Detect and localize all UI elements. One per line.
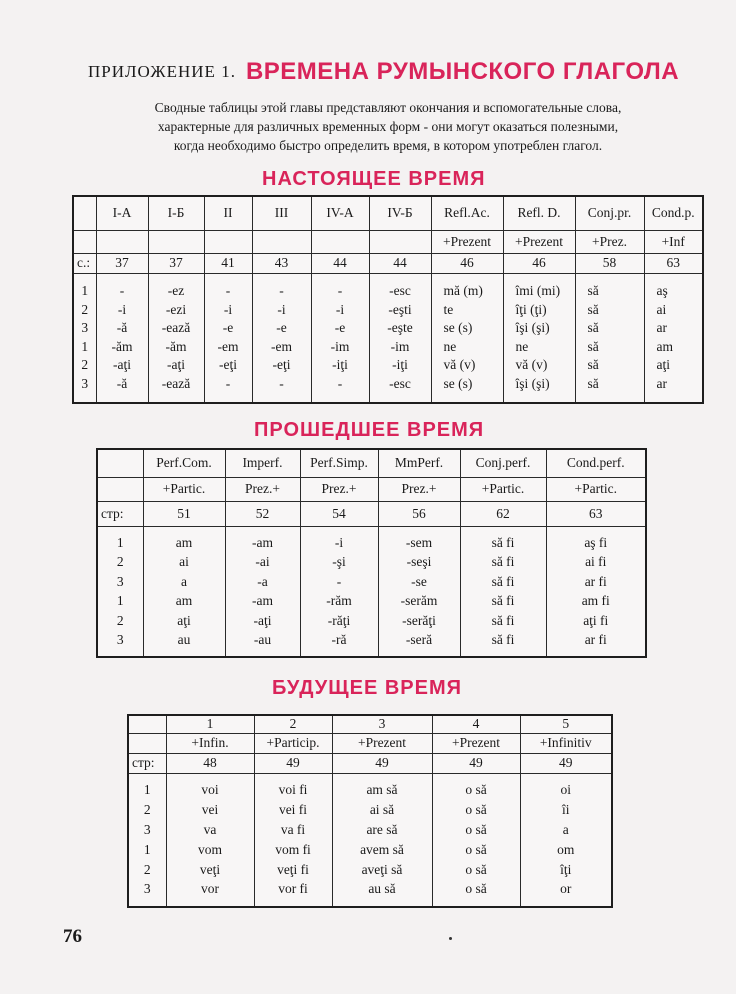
table-cell-value: 3 (81, 375, 89, 391)
table-cell-value: -iţi (392, 357, 408, 373)
page-title: ВРЕМЕНА РУМЫНСКОГО ГЛАГОЛА (245, 58, 680, 85)
column-header: 3 (332, 715, 432, 733)
table-cell-value: 1 (116, 534, 124, 550)
table-cell-value: -i (117, 301, 127, 317)
column-subheader: +Particip. (254, 733, 332, 753)
page-ref: 56 (378, 501, 460, 526)
column-subheader: +Prezent (503, 230, 575, 253)
table-cell-value: -ră (331, 632, 347, 648)
table-cell-value: să fi (491, 534, 515, 550)
ending-column (431, 273, 503, 403)
column-header: 1 (166, 715, 254, 733)
column-subheader (369, 230, 431, 253)
table-cell-value: ar (656, 375, 667, 391)
column-header: Cond.p. (644, 196, 703, 230)
table-cell-value: îmi (mi) (515, 282, 561, 298)
table-cell-value: -i (334, 534, 344, 550)
table-cell-value: -ăm (165, 338, 187, 354)
table-cell-value: avem să (360, 841, 404, 857)
table-cell-value: 3 (116, 632, 124, 648)
table-cell-value: o să (465, 782, 487, 798)
ending-column (254, 773, 332, 907)
column-subheader: +Prezent (431, 230, 503, 253)
ending-column (204, 273, 252, 403)
table-cell-value: 2 (116, 554, 124, 570)
page-ref: 37 (148, 253, 204, 273)
page-ref: 43 (252, 253, 311, 273)
ending-column (225, 526, 300, 657)
present-table (72, 195, 704, 404)
table-cell-value: -am (252, 593, 273, 609)
column-header: MmPerf. (378, 449, 460, 477)
column-subheader (252, 230, 311, 253)
page-ref-label: стр: (97, 501, 143, 526)
future-table (127, 714, 613, 908)
table-cell-value: -i (277, 301, 286, 317)
table-cell-value: - (225, 282, 231, 298)
column-header: Conj.perf. (460, 449, 546, 477)
table-cell-value: 1 (143, 782, 151, 798)
table-cell-value: -ează (161, 375, 191, 391)
ending-column (520, 773, 612, 907)
table-cell-value: îţi (ţi) (515, 301, 547, 317)
table-cell-value: mă (m) (443, 282, 483, 298)
column-header: Refl.Ac. (431, 196, 503, 230)
intro-line: Сводные таблицы этой главы представляют окончания и вспомогательные слова, (154, 100, 622, 115)
table-cell-value: să (587, 282, 599, 298)
table-cell-value: 2 (81, 301, 89, 317)
ending-column (460, 526, 546, 657)
table-cell-value: 1 (81, 338, 89, 354)
past-heading: ПРОШЕДШЕЕ ВРЕМЯ (254, 419, 485, 441)
table-cell-value: -aţi (113, 357, 131, 373)
page-number: 76 (63, 926, 82, 947)
table-cell-value: ne (515, 338, 529, 354)
table-cell-value: vă (v) (515, 357, 548, 373)
column-subheader: +Partic. (546, 477, 646, 501)
column-subheader (96, 230, 148, 253)
table-cell-value: veţi fi (277, 861, 309, 877)
table-cell-value: -i (223, 301, 233, 317)
column-subheader: Prez.+ (225, 477, 300, 501)
page-ref: 37 (96, 253, 148, 273)
column-header: Refl. D. (503, 196, 575, 230)
table-cell-value: or (560, 881, 572, 897)
table-cell-value: - (225, 375, 231, 391)
table-cell-value: îţi (560, 861, 572, 877)
page-ref: 58 (575, 253, 644, 273)
page-ref: 49 (520, 753, 612, 773)
table-cell-value: -iţi (332, 357, 348, 373)
table-cell-value: -a (257, 573, 268, 589)
column-header: Perf.Simp. (300, 449, 378, 477)
table-cell-value: a (181, 573, 187, 589)
table-cell-value: să fi (491, 632, 515, 648)
table-cell-value: 1 (143, 841, 151, 857)
table-cell-value: vor fi (278, 881, 308, 897)
table-cell-value: - (337, 282, 343, 298)
table-cell-value: - (279, 375, 284, 391)
table-cell-value: ne (443, 338, 457, 354)
past-table (96, 448, 647, 658)
table-cell-value: -ează (161, 320, 191, 336)
future-heading: БУДУЩЕЕ ВРЕМЯ (272, 677, 463, 699)
table-cell-value: -e (276, 320, 287, 336)
table-cell-value: 2 (143, 802, 151, 818)
table-cell-value: vom fi (275, 841, 311, 857)
column-header: Perf.Com. (143, 449, 225, 477)
page-ref: 63 (546, 501, 646, 526)
table-cell-value: au (177, 632, 191, 648)
table-cell-value: -ăm (111, 338, 133, 354)
table-cell-value: să fi (491, 554, 515, 570)
table-cell-value: ai să (369, 802, 395, 818)
table-cell-value: 2 (143, 861, 151, 877)
table-cell-value: -ă (116, 375, 128, 391)
ending-column (252, 273, 311, 403)
table-cell-value: 1 (81, 282, 89, 298)
page-ref-label: с.: (73, 253, 96, 273)
table-cell-value: să (587, 357, 599, 373)
column-header: 2 (254, 715, 332, 733)
page-ref: 51 (143, 501, 225, 526)
table-cell-value: om (557, 841, 575, 857)
table-cell-value: veţi (199, 861, 221, 877)
page-ref: 44 (369, 253, 431, 273)
page-ref: 48 (166, 753, 254, 773)
column-subheader: Prez.+ (300, 477, 378, 501)
intro-line: когда необходимо быстро определить время, в котором употреблен глагол. (173, 138, 603, 153)
ending-column (143, 526, 225, 657)
column-subheader: +Inf (644, 230, 703, 253)
page-ref: 49 (254, 753, 332, 773)
table-cell-value: -eşti (388, 301, 412, 317)
table-cell-value: vom (197, 841, 222, 857)
appendix-label: ПРИЛОЖЕНИЕ 1. (88, 62, 236, 81)
table-cell-value: am fi (581, 593, 610, 609)
table-cell-value: vei fi (278, 802, 308, 818)
page-ref: 62 (460, 501, 546, 526)
page-ref: 54 (300, 501, 378, 526)
page-ref: 44 (311, 253, 369, 273)
ending-column (311, 273, 369, 403)
table-cell-value: -serăţi (402, 612, 436, 628)
table-cell-value: să fi (491, 593, 515, 609)
table-cell-value: o să (465, 881, 487, 897)
table-cell-value: o să (465, 841, 487, 857)
table-cell-value: ai (179, 554, 189, 570)
table-cell-value: - (336, 573, 342, 589)
table-cell-value: -im (390, 338, 410, 354)
page-ref: 41 (204, 253, 252, 273)
table-cell-value: -serăm (400, 593, 438, 609)
table-cell-value: voi (201, 782, 219, 798)
table-cell-value: să (587, 375, 599, 391)
table-cell-value: au să (368, 881, 396, 897)
table-cell-value: -ă (116, 320, 128, 336)
ending-column (546, 526, 646, 657)
table-cell-value: te (443, 301, 454, 317)
table-cell-value: 3 (143, 881, 151, 897)
table-cell-value: -au (253, 632, 272, 648)
table-cell-value: să (587, 338, 599, 354)
table-cell-value: 2 (116, 612, 124, 628)
table-cell-value: ar (656, 320, 667, 336)
table-cell-value: să fi (491, 612, 515, 628)
table-cell-value: -e (334, 320, 346, 336)
column-header: Conj.pr. (575, 196, 644, 230)
table-cell-value: -ez (167, 282, 185, 298)
table-cell-value: -şi (332, 554, 346, 570)
intro-paragraph (70, 98, 706, 155)
ending-column (575, 273, 644, 403)
ending-column (369, 273, 431, 403)
table-cell-value: -esc (389, 375, 411, 391)
column-header: I-A (96, 196, 148, 230)
table-cell-value: ar fi (584, 573, 607, 589)
table-cell-value: aş (656, 282, 668, 298)
table-cell-value: -ezi (165, 301, 187, 317)
table-cell-value: îi (561, 802, 570, 818)
table-cell-value: o să (465, 802, 487, 818)
table-cell-value: -ai (255, 554, 270, 570)
table-cell-value: am să (366, 782, 398, 798)
page-ref: 63 (644, 253, 703, 273)
table-cell-value: am (175, 534, 193, 550)
table-cell-value: -esc (389, 282, 411, 298)
column-header: II (204, 196, 252, 230)
page-header (88, 58, 679, 86)
table-cell-value: ai (656, 301, 667, 317)
ending-column (644, 273, 703, 403)
table-cell-value: voi fi (278, 782, 308, 798)
ending-column (503, 273, 575, 403)
table-cell-value: să fi (491, 573, 515, 589)
page-ref: 52 (225, 501, 300, 526)
table-cell-value: -em (217, 338, 239, 354)
table-cell-value: -răţi (327, 612, 351, 628)
table-cell-value: -i (335, 301, 345, 317)
column-subheader (311, 230, 369, 253)
table-cell-value: aţi (656, 357, 670, 373)
table-cell-value: vei (201, 802, 219, 818)
table-cell-value: îşi (şi) (515, 320, 550, 336)
table-cell-value: -e (222, 320, 234, 336)
table-cell-value: a (562, 821, 569, 837)
column-subheader (204, 230, 252, 253)
table-cell-value: -seră (405, 632, 433, 648)
intro-line: характерные для различных временных форм - они могут оказаться полезными, (157, 119, 619, 134)
table-cell-value: - (119, 282, 125, 298)
column-header: Imperf. (225, 449, 300, 477)
page-ref: 49 (332, 753, 432, 773)
column-subheader: Prez.+ (378, 477, 460, 501)
table-cell-value: 3 (81, 320, 89, 336)
table-cell-value: ar fi (584, 632, 607, 648)
table-cell-value: o să (465, 861, 487, 877)
page-ref: 49 (432, 753, 520, 773)
table-cell-value: 3 (143, 821, 151, 837)
table-cell-value: -răm (326, 593, 352, 609)
column-header: 4 (432, 715, 520, 733)
table-cell-value: ai fi (585, 554, 607, 570)
table-cell-value: aş fi (584, 534, 608, 550)
column-header: Cond.perf. (546, 449, 646, 477)
table-cell-value: va fi (280, 821, 306, 837)
page-ref: 46 (503, 253, 575, 273)
page-ref: 46 (431, 253, 503, 273)
table-cell-value: vor (201, 881, 219, 897)
table-cell-value: vă (v) (443, 357, 476, 373)
table-cell-value: 2 (81, 357, 89, 373)
table-cell-value: o să (465, 821, 487, 837)
table-cell-value: se (s) (443, 375, 473, 391)
table-cell-value: -sem (405, 534, 433, 550)
table-cell-value: -se (411, 573, 427, 589)
table-cell-value: -aţi (167, 357, 185, 373)
person-numbers (128, 773, 166, 907)
column-subheader: +Partic. (460, 477, 546, 501)
column-subheader: +Prezent (432, 733, 520, 753)
column-subheader: +Infinitiv (520, 733, 612, 753)
table-cell-value: se (s) (443, 320, 473, 336)
table-cell-value: am (656, 338, 673, 354)
column-subheader: +Infin. (166, 733, 254, 753)
table-cell-value: - (337, 375, 343, 391)
ending-column (332, 773, 432, 907)
ending-column (148, 273, 204, 403)
column-subheader: +Prezent (332, 733, 432, 753)
table-cell-value: -seşi (406, 554, 432, 570)
table-cell-value: să (587, 301, 599, 317)
ending-column (166, 773, 254, 907)
table-cell-value: aveţi să (361, 861, 403, 877)
table-cell-value: aţi (177, 612, 191, 628)
table-cell-value: 1 (116, 593, 124, 609)
person-numbers (73, 273, 96, 403)
table-cell-value: are să (366, 821, 398, 837)
column-subheader: +Prez. (575, 230, 644, 253)
column-header: 5 (520, 715, 612, 733)
person-numbers (97, 526, 143, 657)
ending-column (96, 273, 148, 403)
table-cell-value: am (175, 593, 193, 609)
present-heading: НАСТОЯЩЕЕ ВРЕМЯ (262, 168, 486, 190)
table-cell-value: să (587, 320, 599, 336)
print-speck (449, 937, 452, 940)
table-cell-value: -am (252, 534, 273, 550)
table-cell-value: oi (560, 782, 571, 798)
table-cell-value: -eşte (387, 320, 413, 336)
ending-column (378, 526, 460, 657)
table-cell-value: -aţi (253, 612, 272, 628)
table-cell-value: - (279, 282, 284, 298)
table-cell-value: -eţi (219, 357, 237, 373)
table-cell-value: îşi (şi) (515, 375, 550, 391)
table-cell-value: -eţi (272, 357, 291, 373)
ending-column (432, 773, 520, 907)
table-cell-value: va (203, 821, 217, 837)
table-cell-value: 3 (116, 573, 124, 589)
column-subheader (148, 230, 204, 253)
column-subheader: +Partic. (143, 477, 225, 501)
table-cell-value: -em (271, 338, 292, 354)
page-ref-label: стр: (128, 753, 166, 773)
column-header: III (252, 196, 311, 230)
table-cell-value: -im (330, 338, 350, 354)
table-cell-value: aţi fi (583, 612, 609, 628)
column-header: IV-Б (369, 196, 431, 230)
column-header: IV-A (311, 196, 369, 230)
ending-column (300, 526, 378, 657)
column-header: I-Б (148, 196, 204, 230)
